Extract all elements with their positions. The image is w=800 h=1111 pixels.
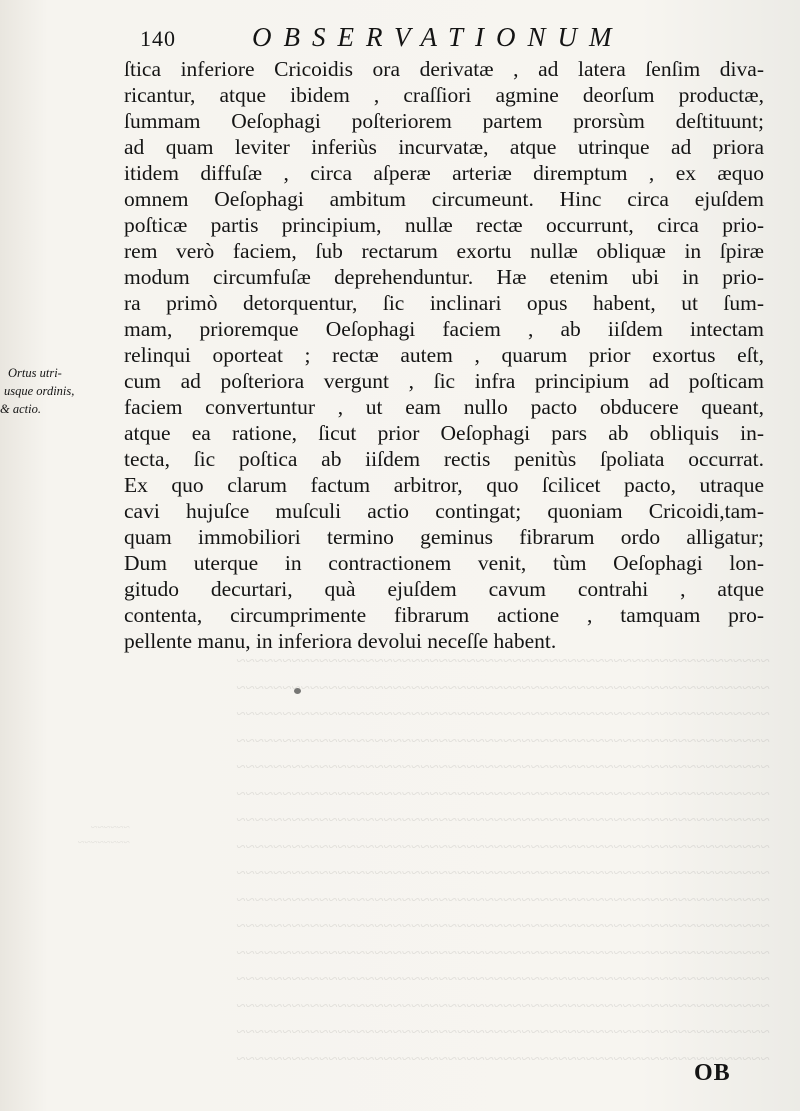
text-line: relinqui oporteat ; rectæ autem , quarum prior exortus eſt, <box>124 343 764 367</box>
running-head: OBSERVATIONUM <box>252 22 624 52</box>
text-line: poſticæ partis principium, nullæ rectæ occurrunt, circa prio- <box>124 213 764 237</box>
text-line: ſummam Oeſophagi poſteriorem partem prorsùm deſtituunt; <box>124 109 764 133</box>
text-line: Dum uterque in contractionem venit, tùm Oeſophagi lon- <box>124 551 764 575</box>
page-number: 140 <box>140 26 176 51</box>
text-line: modum circumfuſæ deprehenduntur. Hæ etenim ubi in prio- <box>124 265 764 289</box>
text-line: tecta, ſic poſtica ab iiſdem rectis penitùs ſpoliata occurrat. <box>124 447 764 471</box>
text-line: pellente manu, in inferiora devolui neceſſe habent. <box>124 629 557 653</box>
text-line: ſtica inferiore Cricoidis ora derivatæ , ad latera ſenſim diva- <box>124 57 764 81</box>
page-header <box>140 18 660 54</box>
text-line: atque ea ratione, ſicut prior Oeſophagi pars ab obliquis in- <box>124 421 764 445</box>
text-line: contenta, circumprimente fibrarum actione , tamquam pro- <box>124 603 764 627</box>
ink-smudge <box>294 688 301 694</box>
text-line: faciem convertuntur , ut eam nullo pacto obducere queant, <box>124 395 764 419</box>
text-line: cavi hujuſce muſculi actio contingat; quoniam Cricoidi,tam- <box>124 499 764 523</box>
text-line: rem verò faciem, ſub rectarum exortu nullæ obliquæ in ſpiræ <box>124 239 764 263</box>
text-line: Ex quo clarum factum arbitror, quo ſcilicet pacto, utraque <box>124 473 764 497</box>
body-text <box>124 56 764 654</box>
margin-note-line: Ortus utri- <box>8 366 62 380</box>
text-line: quam immobiliori termino geminus fibrarum ordo alligatur; <box>124 525 764 549</box>
show-through-margin: ~~~~~~ ~~~~~~~~ <box>78 820 130 849</box>
margin-note-line: & actio. <box>0 402 41 416</box>
text-line: cum ad poſteriora vergunt , ſic infra principium ad poſticam <box>124 369 764 393</box>
text-line: ad quam leviter inferiùs incurvatæ, atque utrinque ad priora <box>124 135 764 159</box>
text-line: itidem diffuſæ , circa aſperæ arteriæ diremptum , ex æquo <box>124 161 764 185</box>
text-line: ra primò detorquentur, ſic inclinari opus habent, ut ſum- <box>124 291 764 315</box>
text-line: gitudo decurtari, quà ejuſdem cavum contrahi , atque <box>124 577 764 601</box>
text-line: omnem Oeſophagi ambitum circumeunt. Hinc circa ejuſdem <box>124 187 764 211</box>
show-through-text: ~~~~~~~~~~~~~~~~~~~~~~~~~~~~~~~~~~~~~~~~~~~~~~~~~~~~~~~~~~ ~~~~~~~~~~~~~~~~~~~~~~~~~~~~~~~~~~~~~~~~~~~~~~~~~~~~~~~~~~ ~~~~~~~~~~~~~~~~~~~~~~~~~~~~~~~~~~~~~~~~~~~~~~~~~~~~~~~~~~ ~~~~~~~~~~~~~~~~~~~~~~~~~~~~~~~~~~~~~~~~~~~~~~~~~~~~~~~~~~ ~~~~~~~~~~~~~~~~~~~~~~~~~~~~~~~~~~~~~~~~~~~~~~~~~~~~~~~~~~ ~~~~~~~~~~~~~~~~~~~~~~~~~~~~~~~~~~~~~~~~~~~~~~~~~~~~~~~~~~ ~~~~~~~~~~~~~~~~~~~~~~~~~~~~~~~~~~~~~~~~~~~~~~~~~~~~~~~~~~ ~~~~~~~~~~~~~~~~~~~~~~~~~~~~~~~~~~~~~~~~~~~~~~~~~~~~~~~~~~ ~~~~~~~~~~~~~~~~~~~~~~~~~~~~~~~~~~~~~~~~~~~~~~~~~~~~~~~~~~ ~~~~~~~~~~~~~~~~~~~~~~~~~~~~~~~~~~~~~~~~~~~~~~~~~~~~~~~~~~ ~~~~~~~~~~~~~~~~~~~~~~~~~~~~~~~~~~~~~~~~~~~~~~~~~~~~~~~~~~ ~~~~~~~~~~~~~~~~~~~~~~~~~~~~~~~~~~~~~~~~~~~~~~~~~~~~~~~~~~ ~~~~~~~~~~~~~~~~~~~~~~~~~~~~~~~~~~~~~~~~~~~~~~~~~~~~~~~~~~ ~~~~~~~~~~~~~~~~~~~~~~~~~~~~~~~~~~~~~~~~~~~~~~~~~~~~~~~~~~ ~~~~~~~~~~~~~~~~~~~~~~~~~~~~~~~~~~~~~~~~~~~~~~~~~~~~~~~~~~ ~~~~~~~~~~~~~~~~~~~~~~~~~~~~~~~~~~~~~~~~~~~~~~~~~~~~~~~~~~ <box>236 651 770 1068</box>
catchword: OB <box>694 1060 731 1086</box>
margin-note <box>0 364 123 418</box>
margin-note-line: usque ordinis, <box>4 384 75 398</box>
text-line: mam, prioremque Oeſophagi faciem , ab iiſdem intectam <box>124 317 764 341</box>
text-line: ricantur, atque ibidem , craſſiori agmine deorſum productæ, <box>124 83 764 107</box>
